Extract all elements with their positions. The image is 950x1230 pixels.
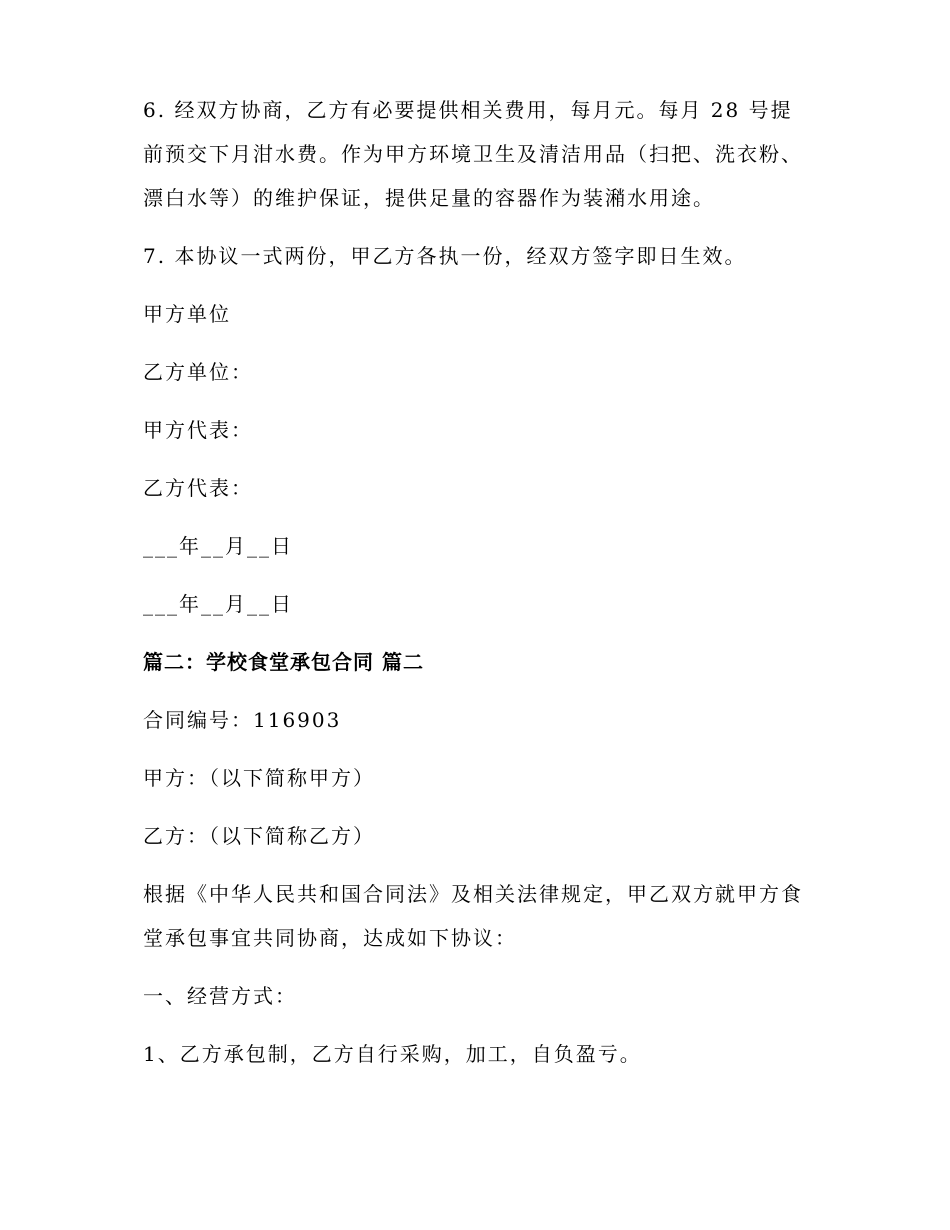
party-a-line: 甲方：（以下简称甲方） <box>143 766 375 790</box>
document-page <box>143 88 811 1090</box>
section-1-title: 一、经营方式： <box>143 984 297 1008</box>
preamble-paragraph: 根据《中华人民共和国合同法》及相关法律规定，甲乙双方就甲方食堂承包事宜共同协商，达成如下协议： <box>143 882 803 950</box>
date-line-1: ___年__月__日 <box>143 534 293 558</box>
contract-number-line: 合同编号：116903 <box>143 708 342 732</box>
party-a-rep-line: 甲方代表： <box>143 418 253 442</box>
section-1-item-1: 1、乙方承包制，乙方自行采购，加工，自负盈亏。 <box>143 1042 642 1066</box>
party-b-line: 乙方：（以下简称乙方） <box>143 824 375 848</box>
date-line-2: ___年__月__日 <box>143 592 293 616</box>
party-b-unit-line: 乙方单位： <box>143 360 253 384</box>
clause-7-paragraph: 7. 本协议一式两份，甲乙方各执一份，经双方签字即日生效。 <box>143 244 747 268</box>
party-b-rep-line: 乙方代表： <box>143 476 253 500</box>
clause-6-paragraph: 6. 经双方协商，乙方有必要提供相关费用，每月元。每月 28 号提前预交下月泔水费。作为甲方环境卫生及清洁用品（扫把、洗衣粉、漂白水等）的维护保证，提供足量的容器作为装潲水用途。 <box>143 98 803 210</box>
party-a-unit-line: 甲方单位 <box>143 302 231 326</box>
section-heading: 篇二：学校食堂承包合同 篇二 <box>143 650 424 674</box>
